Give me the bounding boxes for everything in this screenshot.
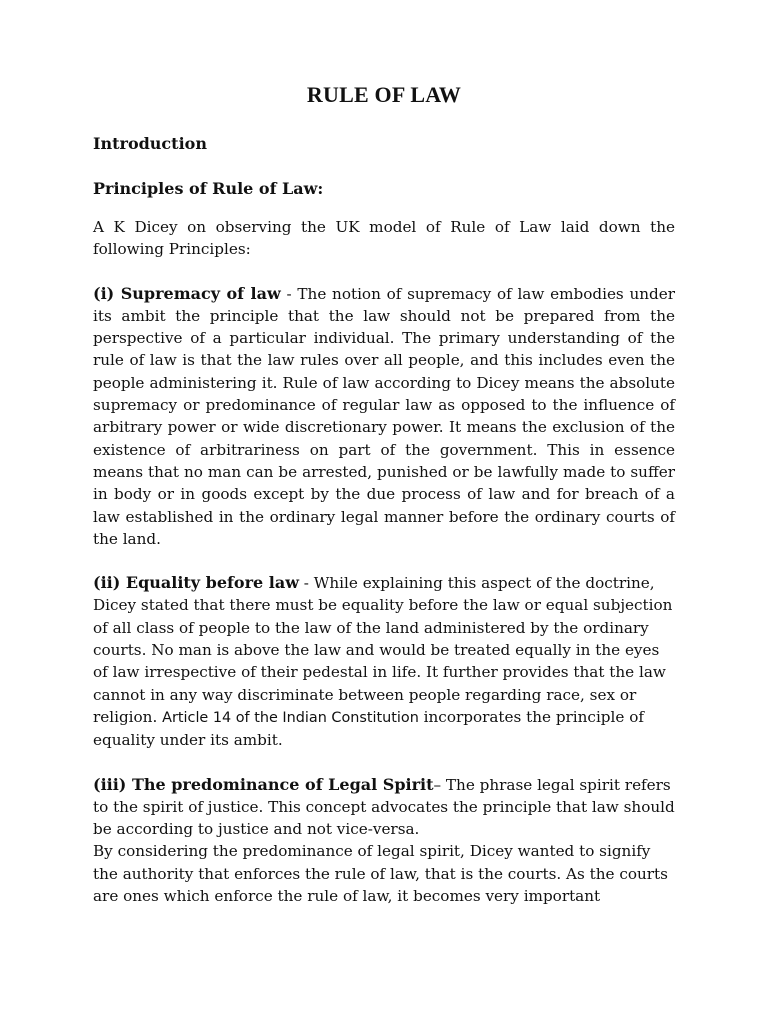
legal-spirit-continuation: By considering the predominance of legal spirit, Dicey wanted to signify the authority that enforces the rule of law, that is the courts. As the courts are ones which enforce the rule of law, it becomes very important	[93, 842, 668, 906]
principles-heading: Principles of Rule of Law:	[93, 179, 324, 198]
principle-equality-paragraph	[93, 572, 675, 751]
principle-supremacy-text: - The notion of supremacy of law embodies under its ambit the principle that the law should not be prepared from the perspective of a particular individual. The primary understanding of the rule of law is that the law rules over all people, and this includes even the people administering it. Rule of law according to Dicey means the absolute supremacy or predominance of regular law as opposed to the influence of arbitrary power or wide discretionary power. It means the exclusion of the existence of arbitrariness on part of the government. This in essence means that no man can be arrested, punished or be lawfully made to suffer in body or in goods except by the due process of law and for breach of a law established in the ordinary legal manner before the ordinary courts of the land.	[93, 284, 675, 548]
document-title: RULE OF LAW	[306, 82, 462, 107]
principle-legal-spirit-term: (iii) The predominance of Legal Spirit	[93, 774, 434, 794]
principle-equality-text: - While explaining this aspect of the doctrine, Dicey stated that there must be equality before the law or equal subjection of all class of people to the law of the land administered by the ordinary courts. No man is above the law and would be treated equally in the eyes of law irrespective of their pedestal in life. It further provides that the law cannot in any way discriminate between people regarding race, sex or religion.	[93, 574, 673, 726]
principle-supremacy-paragraph	[93, 283, 675, 551]
document-page	[93, 82, 675, 907]
principle-legal-spirit-paragraph	[93, 774, 675, 841]
article-14-reference: Article 14 of the Indian Constitution	[162, 709, 419, 726]
principle-equality-text-end: incorporates the principle of equality under its ambit.	[93, 707, 644, 750]
principle-equality-term: (ii) Equality before law	[93, 573, 299, 593]
introduction-heading: Introduction	[93, 134, 207, 153]
principle-supremacy-term: (i) Supremacy of law	[93, 283, 281, 303]
principle-legal-spirit-text: – The phrase legal spirit refers to the spirit of justice. This concept advocates the principle that law should be according to justice and not vice-versa.	[93, 775, 675, 839]
intro-paragraph: A K Dicey on observing the UK model of Rule of Law laid down the following Principles:	[93, 218, 675, 259]
